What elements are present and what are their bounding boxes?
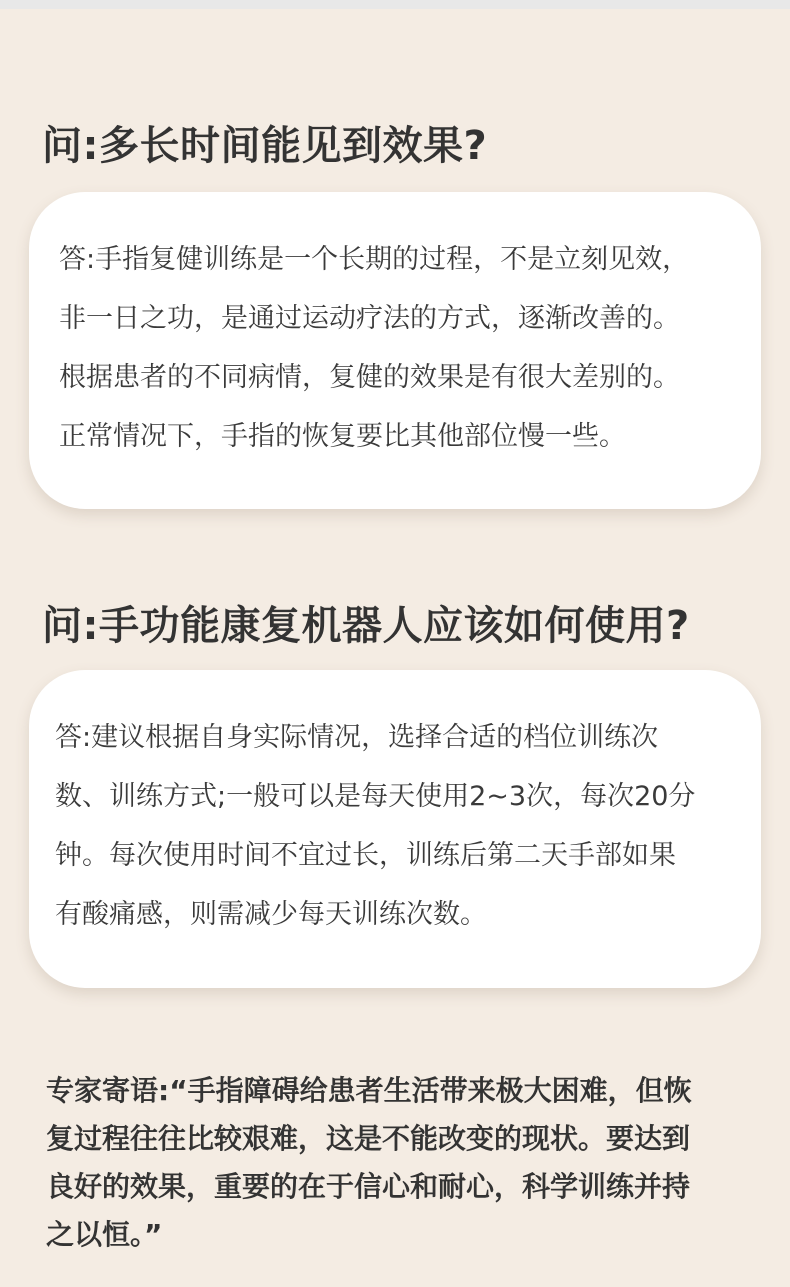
answer-1-line-3: 根据患者的不同病情，复健的效果是有很大差别的。 — [59, 362, 680, 393]
answer-2-line-2: 数、训练方式;一般可以是每天使用2~3次，每次20分 — [55, 781, 696, 812]
expert-note-line-4: 之以恒。” — [46, 1218, 163, 1251]
faq-question-1: 问:多长时间能见到效果? — [42, 123, 488, 169]
answer-2-line-3: 钟。每次使用时间不宜过长，训练后第二天手部如果 — [55, 840, 676, 871]
expert-note-line-1: 专家寄语:“手指障碍给患者生活带来极大困难，但恢 — [46, 1074, 692, 1107]
top-divider-strip — [0, 0, 790, 9]
expert-note-line-2: 复过程往往比较艰难，这是不能改变的现状。要达到 — [46, 1122, 691, 1155]
faq-question-2: 问:手功能康复机器人应该如何使用? — [42, 603, 690, 649]
expert-note — [46, 1067, 756, 1259]
answer-1-line-4: 正常情况下，手指的恢复要比其他部位慢一些。 — [59, 421, 626, 452]
faq-answer-card-2 — [29, 670, 761, 988]
faq-answer-card-1 — [29, 192, 761, 509]
expert-note-line-3: 良好的效果，重要的在于信心和耐心，科学训练并持 — [46, 1170, 691, 1203]
answer-2-line-1: 答:建议根据自身实际情况，选择合适的档位训练次 — [55, 722, 659, 753]
answer-1-line-2: 非一日之功，是通过运动疗法的方式，逐渐改善的。 — [59, 303, 680, 334]
answer-2-line-4: 有酸痛感，则需减少每天训练次数。 — [55, 899, 487, 930]
answer-1-line-1: 答:手指复健训练是一个长期的过程，不是立刻见效， — [59, 244, 690, 275]
